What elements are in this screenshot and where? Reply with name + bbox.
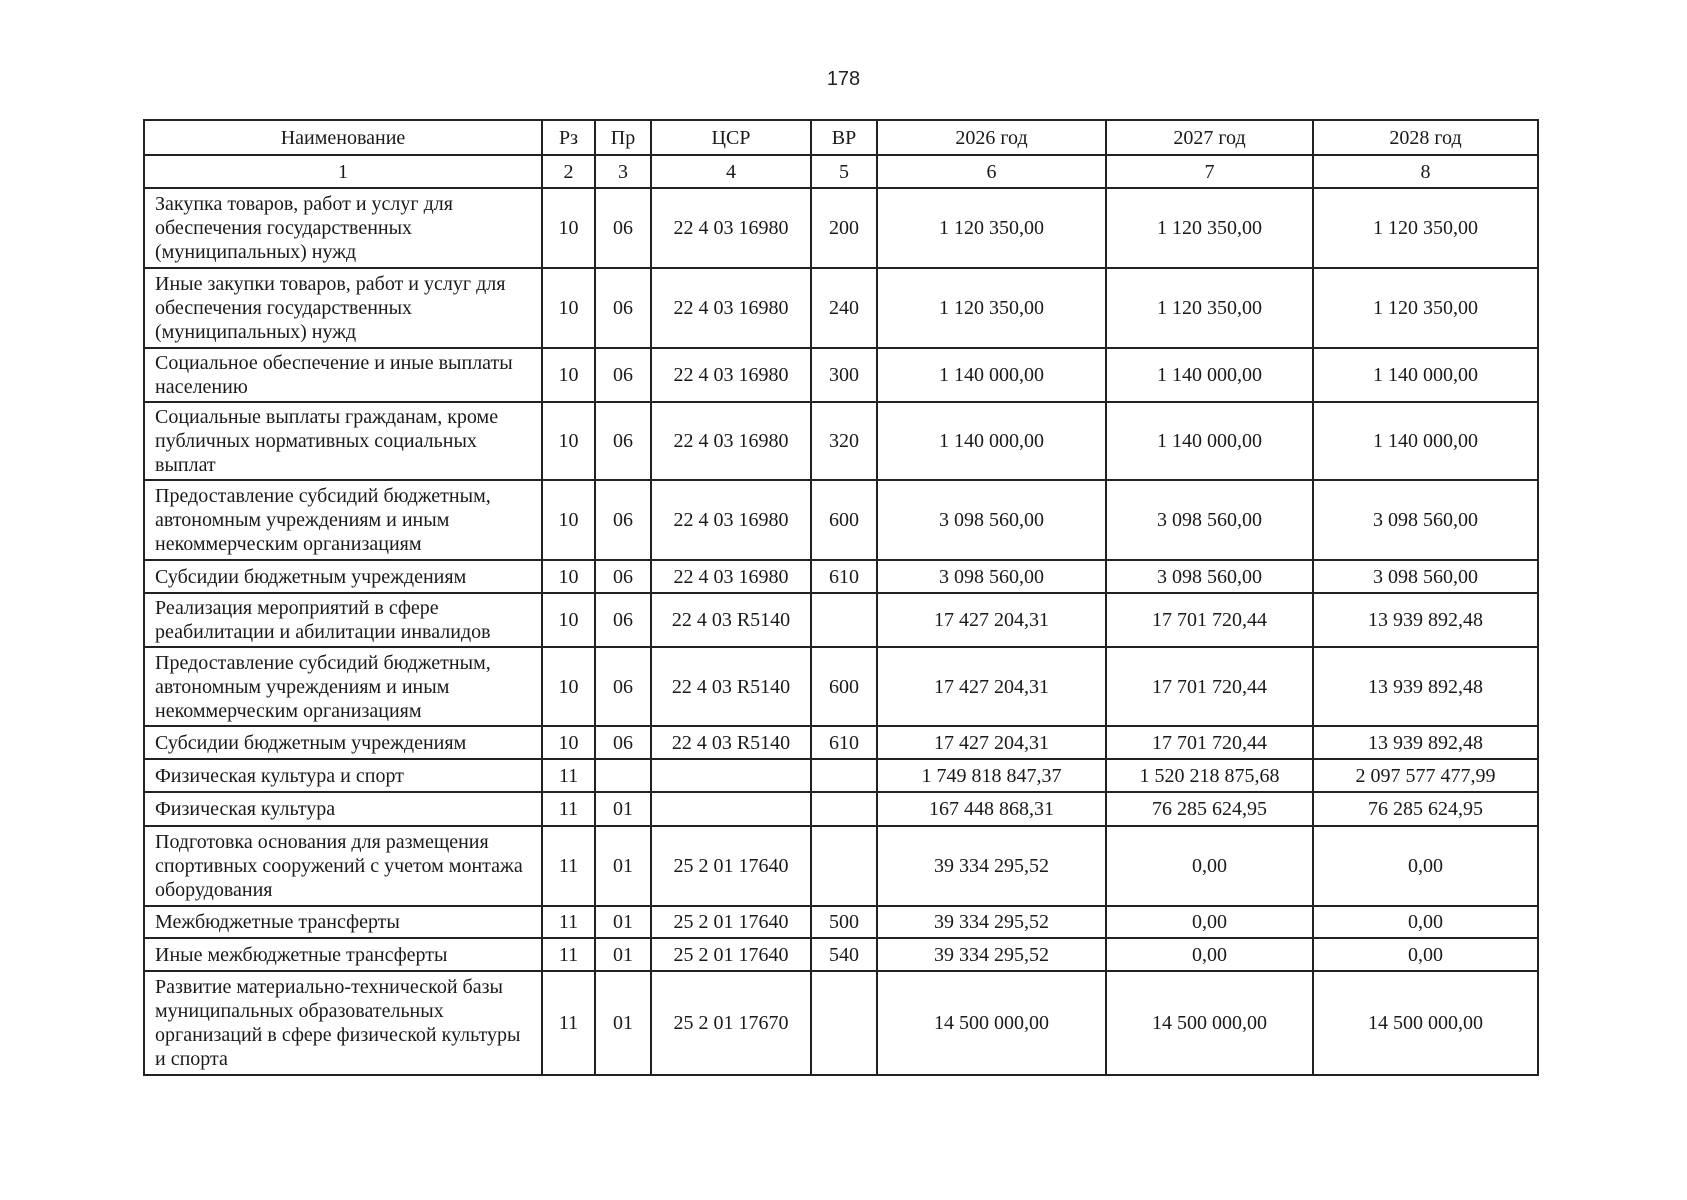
row-csr: 22 4 03 16980: [651, 188, 811, 268]
row-vr: 500: [811, 906, 877, 938]
row-rz: 10: [542, 593, 595, 647]
row-2027: 76 285 624,95: [1106, 792, 1313, 826]
row-csr: 22 4 03 R5140: [651, 593, 811, 647]
row-name: Субсидии бюджетным учреждениям: [144, 560, 542, 593]
row-pr: 06: [595, 480, 651, 560]
row-csr: 25 2 01 17670: [651, 971, 811, 1075]
row-2027: 0,00: [1106, 906, 1313, 938]
row-name: Физическая культура: [144, 792, 542, 826]
table-row: [144, 188, 1538, 268]
row-vr: 600: [811, 647, 877, 726]
table-row: [144, 906, 1538, 938]
row-2027: 1 120 350,00: [1106, 188, 1313, 268]
row-pr: 06: [595, 348, 651, 402]
row-csr: 22 4 03 16980: [651, 560, 811, 593]
row-rz: 10: [542, 188, 595, 268]
row-2026: 3 098 560,00: [877, 480, 1106, 560]
row-csr: 25 2 01 17640: [651, 906, 811, 938]
row-name: Предоставление субсидий бюджетным, автономным учреждениям и иным некоммерческим организациям: [144, 647, 542, 726]
column-number: 3: [595, 155, 651, 188]
row-name: Социальное обеспечение и иные выплаты населению: [144, 348, 542, 402]
header-pr: Пр: [595, 120, 651, 155]
row-rz: 10: [542, 348, 595, 402]
header-2028: 2028 год: [1313, 120, 1538, 155]
column-number: 7: [1106, 155, 1313, 188]
row-2026: 39 334 295,52: [877, 906, 1106, 938]
table-row: [144, 402, 1538, 480]
row-csr: 22 4 03 R5140: [651, 726, 811, 759]
row-2026: 1 140 000,00: [877, 402, 1106, 480]
row-2028: 0,00: [1313, 938, 1538, 971]
row-2027: 14 500 000,00: [1106, 971, 1313, 1075]
row-pr: 01: [595, 971, 651, 1075]
table-row: [144, 971, 1538, 1075]
row-rz: 10: [542, 647, 595, 726]
row-2027: 17 701 720,44: [1106, 726, 1313, 759]
row-2027: 17 701 720,44: [1106, 593, 1313, 647]
row-2026: 17 427 204,31: [877, 726, 1106, 759]
row-2026: 1 749 818 847,37: [877, 759, 1106, 792]
row-2028: 13 939 892,48: [1313, 647, 1538, 726]
row-rz: 11: [542, 759, 595, 792]
row-2027: 1 520 218 875,68: [1106, 759, 1313, 792]
row-2027: 1 140 000,00: [1106, 348, 1313, 402]
row-name: Подготовка основания для размещения спортивных сооружений с учетом монтажа оборудования: [144, 826, 542, 906]
row-vr: 320: [811, 402, 877, 480]
row-vr: [811, 593, 877, 647]
row-rz: 10: [542, 402, 595, 480]
row-vr: 200: [811, 188, 877, 268]
row-pr: 01: [595, 906, 651, 938]
header-vr: ВР: [811, 120, 877, 155]
table-row: [144, 938, 1538, 971]
column-number: 1: [144, 155, 542, 188]
row-name: Развитие материально-технической базы муниципальных образовательных организаций в сфере физической культуры и спорта: [144, 971, 542, 1075]
row-name: Иные закупки товаров, работ и услуг для обеспечения государственных (муниципальных) нужд: [144, 268, 542, 348]
row-vr: [811, 971, 877, 1075]
row-2028: 14 500 000,00: [1313, 971, 1538, 1075]
row-name: Закупка товаров, работ и услуг для обеспечения государственных (муниципальных) нужд: [144, 188, 542, 268]
row-csr: 22 4 03 16980: [651, 402, 811, 480]
row-2026: 167 448 868,31: [877, 792, 1106, 826]
row-2028: 2 097 577 477,99: [1313, 759, 1538, 792]
row-2026: 1 120 350,00: [877, 268, 1106, 348]
row-2027: 1 140 000,00: [1106, 402, 1313, 480]
row-csr: 22 4 03 16980: [651, 268, 811, 348]
row-2028: 1 140 000,00: [1313, 348, 1538, 402]
row-csr: [651, 759, 811, 792]
row-vr: 240: [811, 268, 877, 348]
row-name: Физическая культура и спорт: [144, 759, 542, 792]
column-number: 4: [651, 155, 811, 188]
row-csr: 22 4 03 16980: [651, 348, 811, 402]
row-2027: 3 098 560,00: [1106, 480, 1313, 560]
row-pr: 01: [595, 826, 651, 906]
row-2026: 14 500 000,00: [877, 971, 1106, 1075]
row-name: Предоставление субсидий бюджетным, автономным учреждениям и иным некоммерческим организациям: [144, 480, 542, 560]
table-row: [144, 480, 1538, 560]
row-name: Иные межбюджетные трансферты: [144, 938, 542, 971]
row-2028: 0,00: [1313, 906, 1538, 938]
row-2026: 1 120 350,00: [877, 188, 1106, 268]
row-rz: 10: [542, 268, 595, 348]
row-rz: 10: [542, 560, 595, 593]
row-vr: 600: [811, 480, 877, 560]
row-pr: 01: [595, 792, 651, 826]
row-csr: 25 2 01 17640: [651, 826, 811, 906]
row-2028: 13 939 892,48: [1313, 593, 1538, 647]
row-rz: 11: [542, 826, 595, 906]
row-name: Субсидии бюджетным учреждениям: [144, 726, 542, 759]
column-number-row: [144, 155, 1538, 188]
header-csr: ЦСР: [651, 120, 811, 155]
row-rz: 10: [542, 726, 595, 759]
row-2028: 1 120 350,00: [1313, 188, 1538, 268]
row-2027: 0,00: [1106, 826, 1313, 906]
column-number: 5: [811, 155, 877, 188]
row-vr: [811, 792, 877, 826]
row-csr: 22 4 03 16980: [651, 480, 811, 560]
row-rz: 11: [542, 938, 595, 971]
row-vr: 610: [811, 726, 877, 759]
budget-table: [143, 119, 1539, 1076]
row-2028: 76 285 624,95: [1313, 792, 1538, 826]
row-2028: 1 120 350,00: [1313, 268, 1538, 348]
row-rz: 10: [542, 480, 595, 560]
table-row: [144, 826, 1538, 906]
row-2026: 17 427 204,31: [877, 593, 1106, 647]
row-2026: 1 140 000,00: [877, 348, 1106, 402]
table-header-row: [144, 120, 1538, 155]
page-number: 178: [826, 68, 861, 90]
row-name: Межбюджетные трансферты: [144, 906, 542, 938]
table-row: [144, 726, 1538, 759]
row-pr: 06: [595, 593, 651, 647]
row-rz: 11: [542, 971, 595, 1075]
row-csr: [651, 792, 811, 826]
row-2027: 0,00: [1106, 938, 1313, 971]
row-pr: [595, 759, 651, 792]
row-2028: 3 098 560,00: [1313, 480, 1538, 560]
row-2028: 1 140 000,00: [1313, 402, 1538, 480]
row-vr: 540: [811, 938, 877, 971]
table-row: [144, 348, 1538, 402]
row-csr: 22 4 03 R5140: [651, 647, 811, 726]
table-row: [144, 792, 1538, 826]
row-pr: 01: [595, 938, 651, 971]
row-name: Реализация мероприятий в сфере реабилитации и абилитации инвалидов: [144, 593, 542, 647]
row-csr: 25 2 01 17640: [651, 938, 811, 971]
row-pr: 06: [595, 647, 651, 726]
column-number: 6: [877, 155, 1106, 188]
header-2027: 2027 год: [1106, 120, 1313, 155]
row-vr: 610: [811, 560, 877, 593]
row-2027: 3 098 560,00: [1106, 560, 1313, 593]
row-rz: 11: [542, 906, 595, 938]
table-row: [144, 759, 1538, 792]
row-2026: 3 098 560,00: [877, 560, 1106, 593]
table-row: [144, 593, 1538, 647]
row-vr: 300: [811, 348, 877, 402]
row-2026: 39 334 295,52: [877, 938, 1106, 971]
row-rz: 11: [542, 792, 595, 826]
column-number: 8: [1313, 155, 1538, 188]
row-vr: [811, 759, 877, 792]
row-2026: 39 334 295,52: [877, 826, 1106, 906]
row-vr: [811, 826, 877, 906]
row-2027: 1 120 350,00: [1106, 268, 1313, 348]
row-pr: 06: [595, 402, 651, 480]
row-2028: 3 098 560,00: [1313, 560, 1538, 593]
row-2028: 0,00: [1313, 826, 1538, 906]
table-row: [144, 268, 1538, 348]
row-pr: 06: [595, 726, 651, 759]
row-pr: 06: [595, 560, 651, 593]
row-2027: 17 701 720,44: [1106, 647, 1313, 726]
table-row: [144, 560, 1538, 593]
column-number: 2: [542, 155, 595, 188]
row-pr: 06: [595, 188, 651, 268]
header-name: Наименование: [144, 120, 542, 155]
header-rz: Рз: [542, 120, 595, 155]
row-name: Социальные выплаты гражданам, кроме публичных нормативных социальных выплат: [144, 402, 542, 480]
header-2026: 2026 год: [877, 120, 1106, 155]
row-2026: 17 427 204,31: [877, 647, 1106, 726]
row-pr: 06: [595, 268, 651, 348]
table-row: [144, 647, 1538, 726]
row-2028: 13 939 892,48: [1313, 726, 1538, 759]
